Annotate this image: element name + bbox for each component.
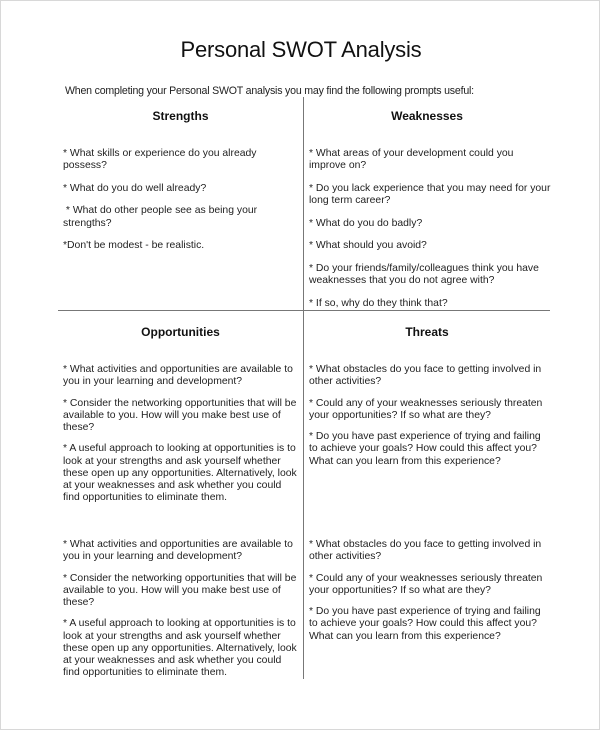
strengths-list [63, 148, 278, 263]
list-item: * If so, why do they think that? [309, 297, 448, 309]
list-item: * Consider the networking opportunities that will be available to you. How will you make best use of these? [63, 572, 297, 608]
list-item: * A useful approach to looking at opportunities is to look at your strengths and ask yourself whether these open up any opportunities. Alternatively, look at your weaknesses and ask whether you could find opportunities to eliminate them. [63, 443, 297, 504]
opportunities-repeat-list [63, 539, 300, 689]
page-title: Personal SWOT Analysis [180, 37, 422, 62]
list-item: * What do you do well already? [63, 182, 207, 194]
list-item: * What activities and opportunities are available to you in your learning and development? [63, 364, 293, 388]
threats-heading: Threats [405, 325, 449, 339]
list-item: * What should you avoid? [309, 240, 427, 252]
list-item: * Consider the networking opportunities that will be available to you. How will you make best use of these? [63, 397, 297, 433]
list-item: * Do you have past experience of trying and failing to achieve your goals? How could this affect you? What can you learn from this experience? [309, 606, 541, 642]
list-item: * What do you do badly? [309, 217, 423, 229]
weaknesses-heading: Weaknesses [391, 109, 463, 123]
opportunities-list [63, 364, 300, 514]
list-item: * What obstacles do you face to getting involved in other activities? [309, 539, 542, 563]
list-item: * What activities and opportunities are available to you in your learning and development? [63, 539, 293, 563]
list-item: * What obstacles do you face to getting involved in other activities? [309, 364, 542, 388]
weaknesses-list [309, 148, 551, 320]
opportunities-heading: Opportunities [141, 325, 220, 339]
list-item: * Do you have past experience of trying and failing to achieve your goals? How could this affect you? What can you learn from this experience? [309, 431, 541, 467]
list-item: * Could any of your weaknesses seriously threaten your opportunities? If so what are they? [309, 572, 543, 596]
list-item: * What do other people see as being your strengths? [63, 205, 260, 229]
list-item: * Do you lack experience that you may need for your long term career? [309, 182, 551, 206]
vertical-divider [303, 97, 304, 679]
list-item: * Could any of your weaknesses seriously threaten your opportunities? If so what are they? [309, 397, 543, 421]
threats-repeat-list [309, 539, 549, 652]
strengths-heading: Strengths [152, 109, 209, 123]
list-item: * Do your friends/family/colleagues think you have weaknesses that you do not agree with? [309, 262, 539, 286]
threats-list [309, 364, 549, 477]
list-item: * A useful approach to looking at opportunities is to look at your strengths and ask yourself whether these open up any opportunities. Alternatively, look at your weaknesses and ask whether you could find opportunities to eliminate them. [63, 618, 297, 679]
intro-text: When completing your Personal SWOT analysis you may find the following prompts useful: [65, 85, 474, 97]
list-item: * What areas of your development could you improve on? [309, 148, 514, 172]
list-item: *Don't be modest - be realistic. [63, 240, 205, 252]
list-item: * What skills or experience do you already possess? [63, 148, 257, 172]
